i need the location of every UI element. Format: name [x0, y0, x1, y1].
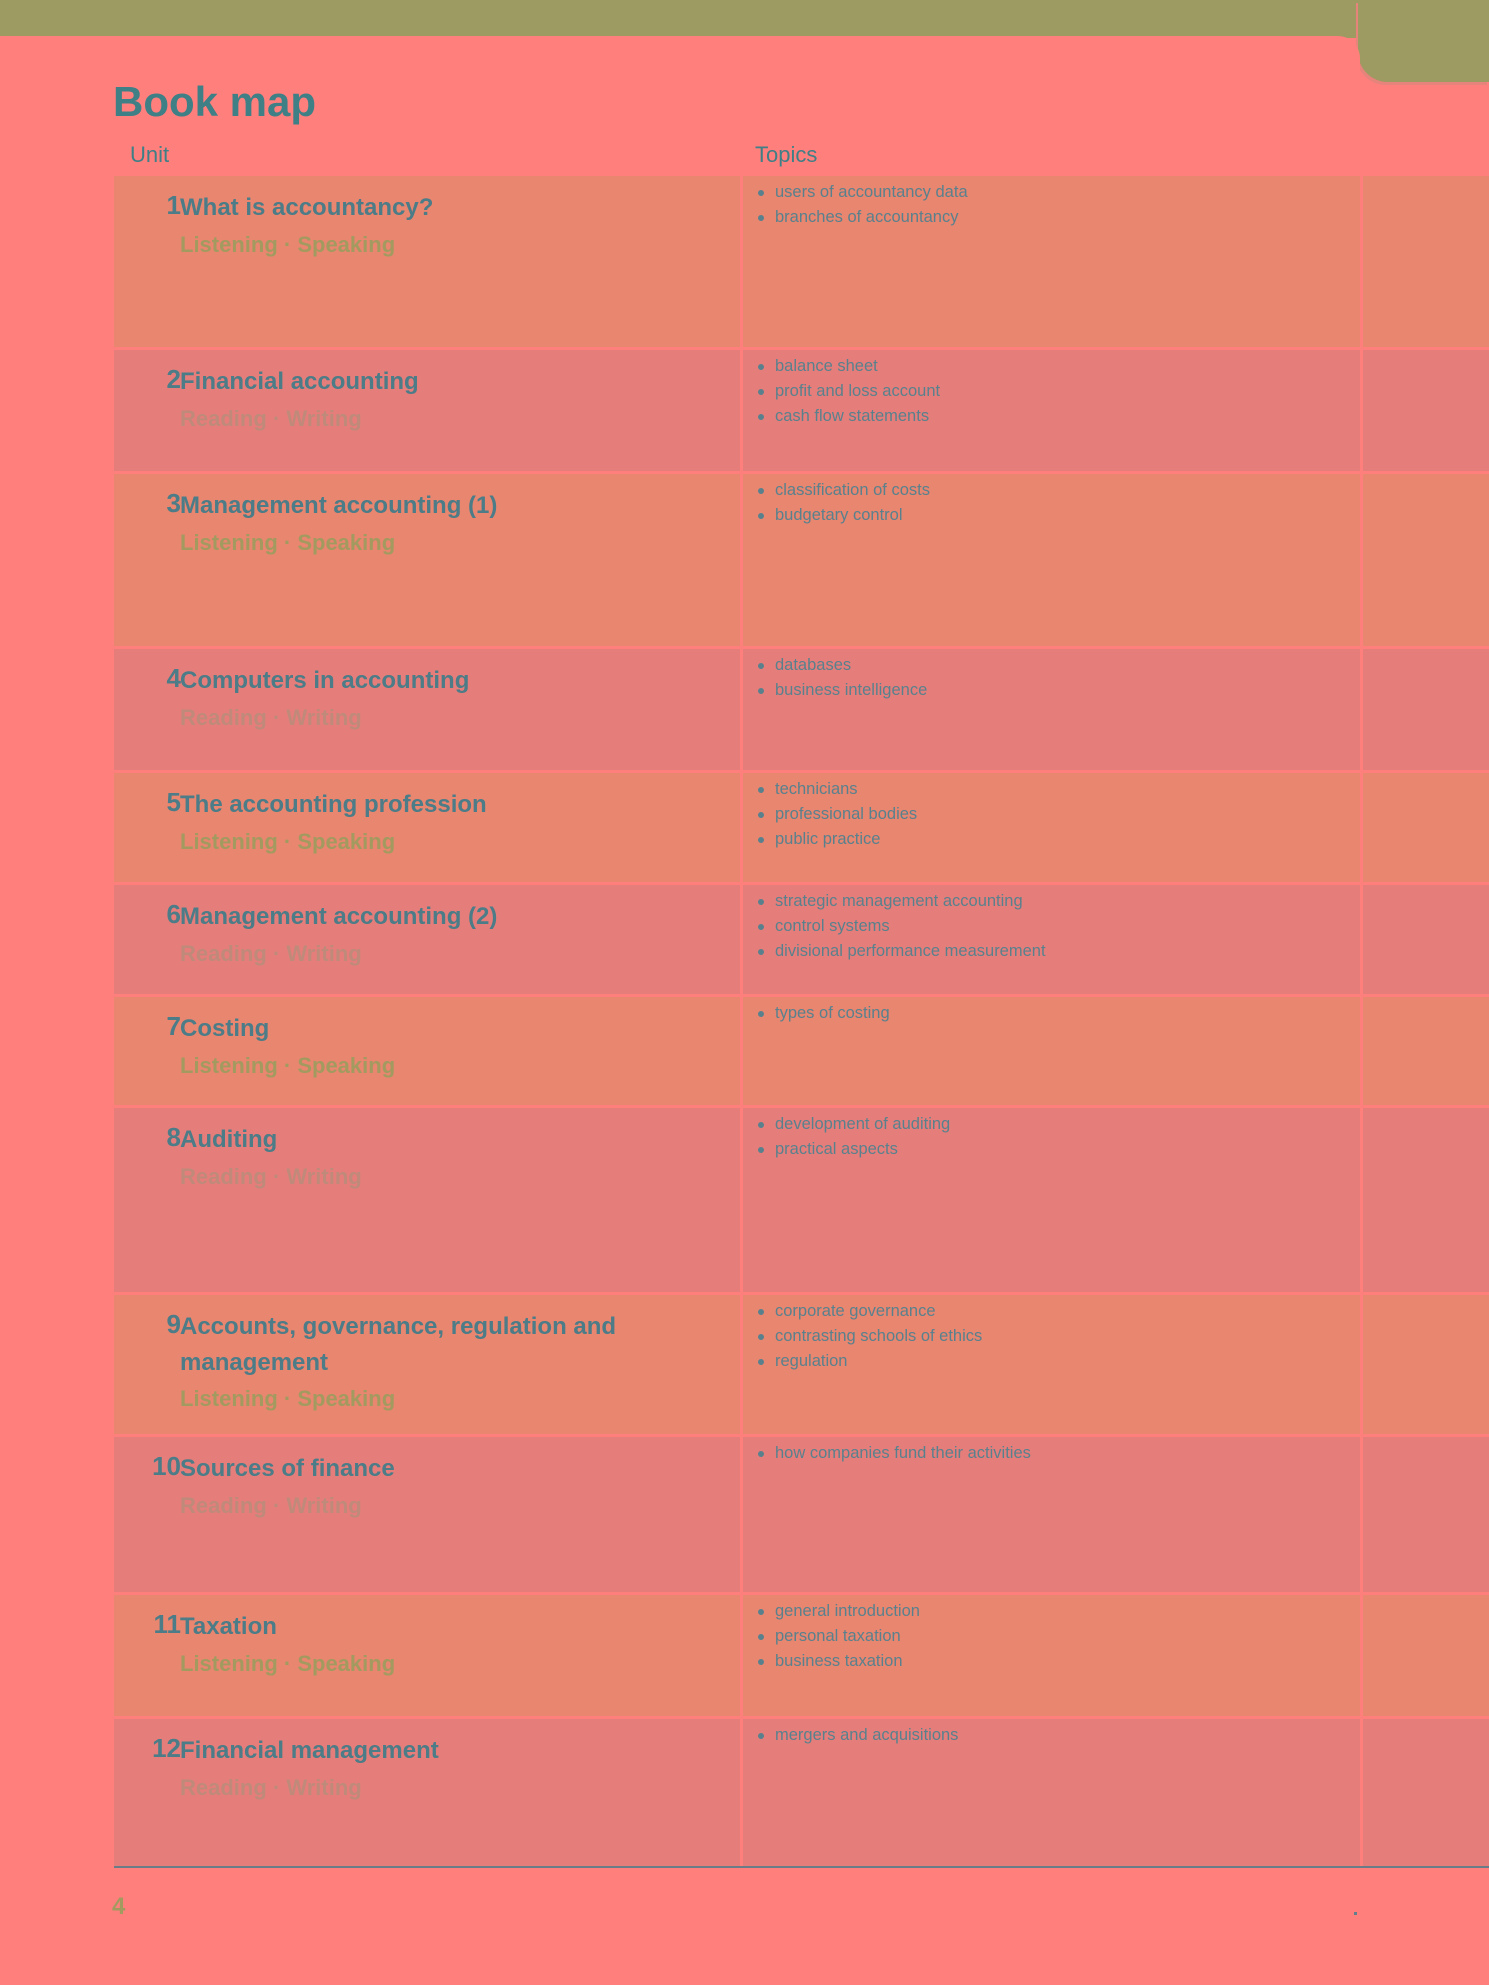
- topics-cell: [740, 176, 1360, 347]
- corner-dot: [1354, 1912, 1357, 1915]
- topic-item: development of auditing: [756, 1112, 950, 1137]
- topic-item: databases: [756, 653, 927, 678]
- table-row: [114, 1719, 1489, 1871]
- topic-item: professional bodies: [756, 802, 917, 827]
- unit-title: Sources of finance: [180, 1455, 395, 1482]
- topic-item: types of costing: [756, 1001, 890, 1026]
- unit-cell: [114, 1595, 736, 1716]
- table-row: [114, 649, 1489, 773]
- unit-skills: Reading · Writing: [180, 1493, 362, 1518]
- topic-item: regulation: [756, 1349, 982, 1374]
- topic-item: balance sheet: [756, 354, 940, 379]
- page-number: 4: [112, 1893, 126, 1920]
- topics-list: [756, 1723, 958, 1748]
- unit-title: The accounting profession: [180, 791, 487, 818]
- topic-item: contrasting schools of ethics: [756, 1324, 982, 1349]
- topic-item: corporate governance: [756, 1299, 982, 1324]
- unit-number: 11: [153, 1609, 181, 1639]
- topic-item: branches of accountancy: [756, 205, 968, 230]
- topic-item: cash flow statements: [756, 404, 940, 429]
- extra-cell: [1360, 474, 1489, 646]
- unit-cell: [114, 176, 736, 347]
- table-row: [114, 1295, 1489, 1437]
- topics-cell: [740, 649, 1360, 770]
- unit-title: Computers in accounting: [180, 667, 470, 694]
- table-row: [114, 1437, 1489, 1595]
- table-row: [114, 773, 1489, 885]
- topics-list: [756, 1001, 890, 1026]
- unit-title: What is accountancy?: [180, 194, 434, 221]
- unit-number: 3: [166, 488, 181, 518]
- topic-item: divisional performance measurement: [756, 939, 1046, 964]
- extra-cell: [1360, 1295, 1489, 1434]
- unit-title: Taxation: [180, 1613, 277, 1640]
- unit-title: Auditing: [180, 1126, 278, 1153]
- unit-title: Accounts, governance, regulation and management: [180, 1313, 617, 1376]
- topics-list: [756, 478, 930, 528]
- topic-item: general introduction: [756, 1599, 920, 1624]
- unit-skills: Reading · Writing: [180, 941, 362, 966]
- topics-list: [756, 1441, 1031, 1466]
- unit-number: 9: [166, 1309, 181, 1339]
- topic-item: practical aspects: [756, 1137, 950, 1162]
- topic-item: technicians: [756, 777, 917, 802]
- book-map-table: [114, 176, 1489, 1871]
- unit-title: Management accounting (1): [180, 492, 498, 519]
- unit-number: 4: [166, 663, 181, 693]
- top-banner-strip: [0, 0, 1489, 38]
- unit-number: 7: [166, 1011, 181, 1041]
- unit-number: 1: [166, 190, 181, 220]
- table-row: [114, 1595, 1489, 1719]
- unit-skills: Reading · Writing: [180, 1164, 362, 1189]
- page-title: Book map: [113, 78, 317, 125]
- topic-item: users of accountancy data: [756, 180, 968, 205]
- table-row: [114, 997, 1489, 1108]
- column-header-topics: Topics: [755, 142, 818, 167]
- extra-cell: [1360, 649, 1489, 770]
- topics-cell: [740, 1437, 1360, 1592]
- extra-cell: [1360, 350, 1489, 471]
- unit-skills: Reading · Writing: [180, 406, 362, 431]
- topics-list: [756, 1112, 950, 1162]
- extra-cell: [1360, 997, 1489, 1105]
- unit-number: 10: [152, 1451, 181, 1481]
- table-row: [114, 474, 1489, 649]
- topics-cell: [740, 885, 1360, 994]
- table-row: [114, 1108, 1489, 1295]
- unit-skills: Listening · Speaking: [180, 232, 396, 257]
- unit-cell: [114, 773, 736, 882]
- table-row: [114, 176, 1489, 350]
- top-corner-tab: [1358, 0, 1489, 82]
- topics-list: [756, 889, 1046, 964]
- extra-cell: [1360, 1108, 1489, 1292]
- topic-item: how companies fund their activities: [756, 1441, 1031, 1466]
- unit-title: Financial management: [180, 1737, 439, 1764]
- topic-item: mergers and acquisitions: [756, 1723, 958, 1748]
- topic-item: public practice: [756, 827, 917, 852]
- unit-skills: Reading · Writing: [180, 1775, 362, 1800]
- unit-skills: Listening · Speaking: [180, 530, 396, 555]
- unit-skills: Listening · Speaking: [180, 1386, 396, 1411]
- topic-item: control systems: [756, 914, 1046, 939]
- topics-cell: [740, 474, 1360, 646]
- topic-item: business taxation: [756, 1649, 920, 1674]
- topics-list: [756, 1599, 920, 1674]
- unit-number: 5: [166, 787, 181, 817]
- extra-cell: [1360, 885, 1489, 994]
- topics-list: [756, 653, 927, 703]
- unit-number: 6: [166, 899, 181, 929]
- topics-cell: [740, 997, 1360, 1105]
- topics-list: [756, 180, 968, 230]
- table-row: [114, 885, 1489, 997]
- unit-skills: Listening · Speaking: [180, 1053, 396, 1078]
- unit-cell: [114, 474, 736, 646]
- topics-list: [756, 777, 917, 852]
- topic-item: strategic management accounting: [756, 889, 1046, 914]
- extra-cell: [1360, 176, 1489, 347]
- topics-cell: [740, 1108, 1360, 1292]
- topic-item: profit and loss account: [756, 379, 940, 404]
- topics-cell: [740, 1595, 1360, 1716]
- topic-item: personal taxation: [756, 1624, 920, 1649]
- unit-cell: [114, 885, 736, 994]
- unit-skills: Listening · Speaking: [180, 1651, 396, 1676]
- bottom-rule: [114, 1866, 1489, 1868]
- unit-skills: Reading · Writing: [180, 705, 362, 730]
- unit-number: 8: [166, 1122, 181, 1152]
- unit-title: Costing: [180, 1015, 270, 1042]
- extra-cell: [1360, 1595, 1489, 1716]
- topic-item: classification of costs: [756, 478, 930, 503]
- unit-cell: [114, 350, 736, 471]
- unit-number: 2: [166, 364, 181, 394]
- extra-cell: [1360, 1719, 1489, 1868]
- unit-number: 12: [152, 1733, 181, 1763]
- topics-cell: [740, 1295, 1360, 1434]
- unit-title: Financial accounting: [180, 368, 419, 395]
- column-header-unit: Unit: [130, 142, 170, 167]
- unit-cell: [114, 1437, 736, 1592]
- extra-cell: [1360, 773, 1489, 882]
- topic-item: budgetary control: [756, 503, 930, 528]
- unit-title: Management accounting (2): [180, 903, 498, 930]
- unit-skills: Listening · Speaking: [180, 829, 396, 854]
- topic-item: business intelligence: [756, 678, 927, 703]
- topics-list: [756, 1299, 982, 1374]
- unit-cell: [114, 1295, 736, 1434]
- unit-cell: [114, 997, 736, 1105]
- topics-list: [756, 354, 940, 429]
- extra-cell: [1360, 1437, 1489, 1592]
- topics-cell: [740, 1719, 1360, 1868]
- table-row: [114, 350, 1489, 474]
- unit-cell: [114, 1719, 736, 1868]
- topics-cell: [740, 350, 1360, 471]
- unit-cell: [114, 1108, 736, 1292]
- unit-cell: [114, 649, 736, 770]
- topics-cell: [740, 773, 1360, 882]
